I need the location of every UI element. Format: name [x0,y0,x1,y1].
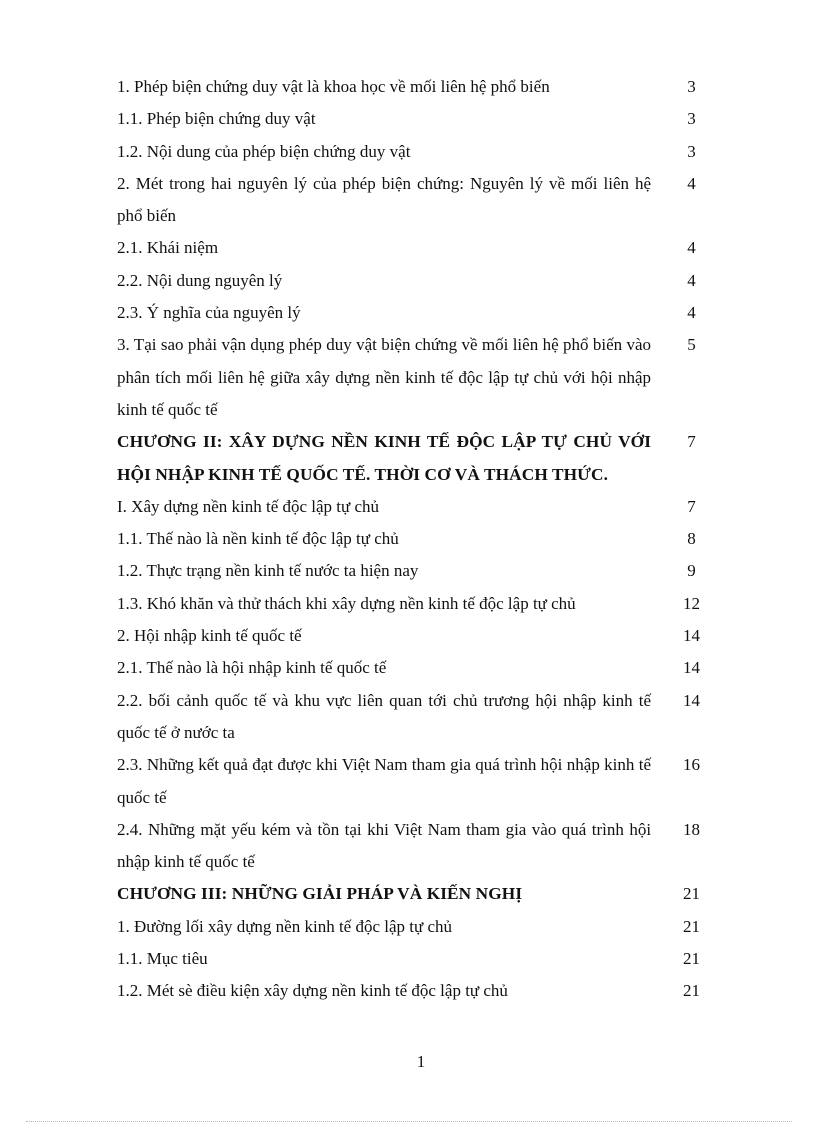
toc-entry-page: 4 [687,303,696,323]
page-boundary-divider [26,1121,792,1122]
toc-entry-page: 16 [683,755,701,775]
toc-entry-title: 2.3. Ý nghĩa của nguyên lý [117,303,301,323]
toc-entry-page: 3 [687,77,696,96]
page-number: 1 [416,1052,426,1071]
toc-entry[interactable] [117,685,717,750]
toc-entry[interactable] [117,943,717,975]
toc-entry-title: 1.2. Nội dung của phép biện chứng duy vật [117,141,411,161]
toc-entry[interactable] [117,491,717,523]
toc-entry-page: 8 [687,529,696,549]
toc-entry-title: 2. Hội nhập kinh tế quốc tế [117,626,302,646]
toc-entry[interactable] [117,975,717,1007]
toc-entry[interactable] [117,71,717,103]
toc-entry-page: 4 [687,238,696,258]
toc-entry-title: 3. Tại sao phải vận dụng phép duy vật biện chứng về mối liên hệ phổ biến vào phân tích mối liên hệ giữa xây dựng nền kinh tế độc lập tự chủ với hội nhập kinh tế quốc tế [117,335,652,419]
toc-entry[interactable] [117,814,717,879]
toc-entry-title: 2.1. Khái niệm [117,238,219,258]
toc-chapter-heading[interactable] [117,878,717,910]
toc-entry-title: 1.1. Thế nào là nền kinh tế độc lập tự chủ [117,529,399,549]
toc-entry[interactable] [117,232,717,264]
toc-entry-title: 2.3. Những kết quả đạt được khi Việt Nam tham gia quá trình hội nhập kinh tế quốc tế [117,755,652,807]
toc-entry[interactable] [117,620,717,652]
toc-chapter-heading[interactable] [117,426,717,491]
toc-entry-page: 4 [687,270,696,290]
toc-entry-page: 12 [683,593,701,613]
toc-entry[interactable] [117,103,717,135]
toc-entry-title: 1.2. Mét sè điều kiện xây dựng nền kinh tế độc lập tự chủ [117,981,508,1001]
toc-entry-page: 9 [687,561,696,581]
toc-entry-page: 3 [687,141,696,161]
toc-entry-page: 14 [683,690,701,710]
toc-entry-title: 2.2. bối cảnh quốc tế và khu vực liên quan tới chủ trương hội nhập kinh tế quốc tế ở nước ta [117,690,652,742]
toc-entry-title: 2.4. Những mặt yếu kém và tồn tại khi Việt Nam tham gia vào quá trình hội nhập kinh tế quốc tế [117,819,652,872]
toc-entry-page: 14 [683,626,701,646]
toc-entry-page: 4 [687,173,696,193]
toc-chapter-title: CHƯƠNG II: XÂY DỰNG NỀN KINH TẾ ĐỘC LẬP TỰ CHỦ VỚI HỘI NHẬP KINH TẾ QUỐC TẾ. THỜI CƠ VÀ THÁCH THỨC. [117,432,652,484]
toc-entry-title: I. Xây dựng nền kinh tế độc lập tự chủ [117,496,380,516]
toc-entry-page: 21 [683,949,701,969]
toc-entry[interactable] [117,588,717,620]
toc-entry[interactable] [117,555,717,587]
toc-entry[interactable] [117,652,717,684]
toc-entry[interactable] [117,168,717,233]
toc-entry[interactable] [117,329,717,426]
toc-entry-title: 1. Đường lối xây dựng nền kinh tế độc lập tự chủ [117,916,453,936]
toc-entry-page: 3 [687,109,696,129]
toc-entry-title: 1. Phép biện chứng duy vật là khoa học về mối liên hệ phổ biến [117,77,550,96]
toc-entry-title: 1.1. Phép biện chứng duy vật [117,109,316,129]
toc-entry[interactable] [117,265,717,297]
toc-entry[interactable] [117,911,717,943]
toc-entry-page: 21 [683,916,701,936]
toc-entry-title: 1.2. Thực trạng nền kinh tế nước ta hiện nay [117,561,419,581]
toc-entry-title: 1.3. Khó khăn và thử thách khi xây dựng nền kinh tế độc lập tự chủ [117,593,576,613]
toc-entry-page: 5 [687,335,696,355]
toc-chapter-title: CHƯƠNG III: NHỮNG GIẢI PHÁP VÀ KIẾN NGHỊ [117,884,523,904]
toc-entry-page: 14 [683,658,701,678]
toc-entry-page: 21 [683,981,701,1001]
toc-entry-title: 2. Mét trong hai nguyên lý của phép biện chứng: Nguyên lý về mối liên hệ phổ biến [117,173,652,226]
toc-entry-title: 1.1. Mục tiêu [117,949,208,969]
toc-entry-page: 18 [683,819,701,839]
toc-entry[interactable] [117,523,717,555]
toc-entry-page: 21 [683,884,701,904]
toc-entry[interactable] [117,136,717,168]
toc-entry[interactable] [117,749,717,814]
toc-entry[interactable] [117,297,717,329]
toc-entry-title: 2.1. Thế nào là hội nhập kinh tế quốc tế [117,658,387,678]
toc-entry-page: 7 [687,496,696,516]
toc-entry-page: 7 [687,432,696,452]
table-of-contents [117,71,717,1008]
toc-entry-title: 2.2. Nội dung nguyên lý [117,270,283,290]
